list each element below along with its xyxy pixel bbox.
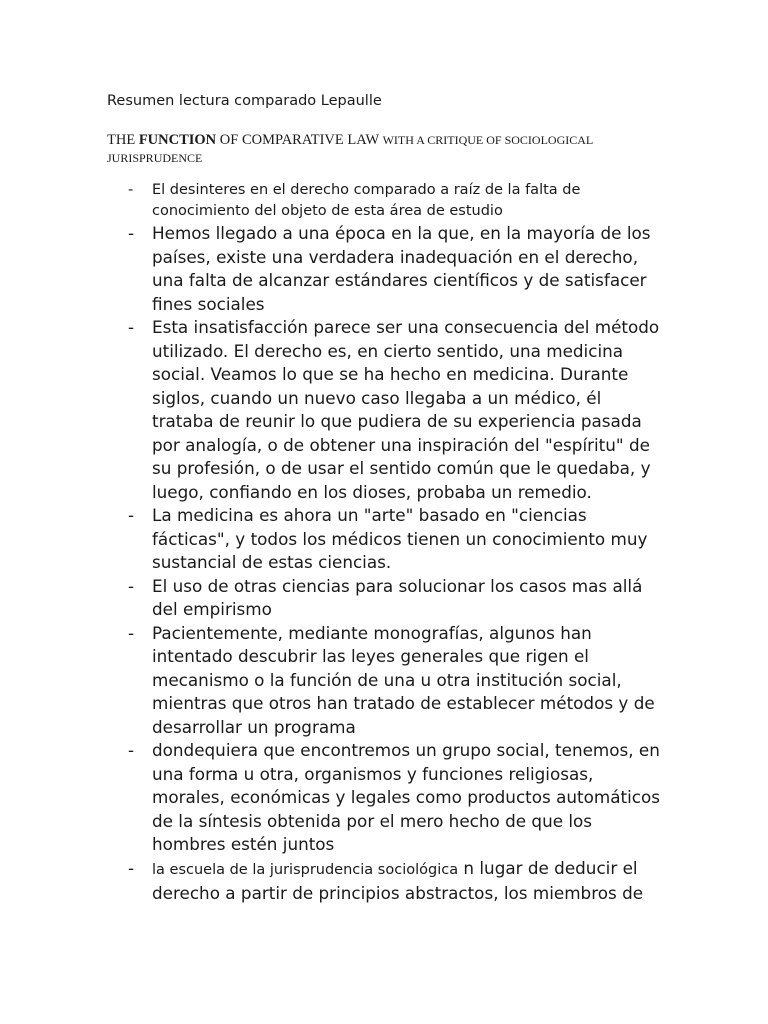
document-title: Resumen lectura comparado Lepaulle (107, 93, 382, 109)
list-item (0, 622, 768, 740)
bullet-text: El desinteres en el derecho comparado a raíz de la falta de conocimiento del objeto de esta área de estudio (152, 182, 581, 219)
bullet-dash: - (128, 505, 135, 525)
bullet-text: Hemos llegado a una época en la que, en la mayoría de los países, existe una verdadera inadequación en el derecho, una falta de alcanzar estándares científicos y de satisfacer fines sociales (152, 223, 651, 314)
list-item (0, 222, 768, 316)
bullet-dash: - (128, 857, 135, 878)
subtitle-part-critique: WITH A CRITIQUE OF SOCIOLOGICAL JURISPRUDENCE (107, 133, 593, 165)
subtitle-part-function: FUNCTION (138, 132, 217, 148)
bullet-text-mixed (152, 857, 668, 906)
bullet-dash: - (128, 622, 135, 643)
list-item (0, 180, 768, 222)
bullet-dash: - (128, 182, 134, 198)
subtitle-part-the: THE (107, 132, 139, 148)
list-item (0, 575, 768, 622)
bullet-text: Esta insatisfacción parece ser una consecuencia del método utilizado. El derecho es, en cierto sentido, una medicina social. Veamos lo que se ha hecho en medicina. Durante siglos, cuando un nuevo caso llegaba a un médico, él trataba de reunir lo que pudiera de su experiencia pasada por analogía, o de obtener una inspiración del "espíritu" de su profesión, o de usar el sentido común que le quedaba, y luego, confiando en los dioses, probaba un remedio. (152, 317, 660, 502)
bullet-dash: - (128, 223, 135, 243)
list-item (0, 739, 768, 857)
bullet-dash: - (128, 317, 135, 337)
bullet-text: La medicina es ahora un "arte" basado en "ciencias fácticas", y todos los médicos tienen un conocimiento muy sustancial de estas ciencias. (152, 505, 648, 572)
bullet-text: El uso de otras ciencias para solucionar los casos mas allá del empirismo (152, 575, 643, 619)
list-item (0, 504, 768, 575)
bullet-dash: - (128, 575, 135, 596)
subtitle-part-comparative-law: OF COMPARATIVE LAW (216, 132, 383, 148)
bullet-list (0, 180, 768, 906)
bullet-text: dondequiera que encontremos un grupo social, tenemos, en una forma u otra, organismos y funciones religiosas, morales, económicas y legales como productos automáticos de la síntesis obtenida por el mero hecho de que los hombres estén juntos (152, 740, 660, 854)
bullet-text: Pacientemente, mediante monografías, algunos han intentado descubrir las leyes generales que rigen el mecanismo o la función de una u otra institución social, mientras que otros han tratado de establecer métodos y de desarrollar un programa (152, 622, 655, 737)
bullet-text-large-part: n lugar de deducir el derecho a partir de principios abstractos, los miembros de (152, 857, 644, 903)
bullet-dash: - (128, 740, 135, 760)
list-item (0, 857, 768, 906)
document-subtitle (107, 131, 667, 167)
list-item (0, 316, 768, 504)
bullet-text-small-part: la escuela de la jurisprudencia sociológica (152, 861, 459, 878)
